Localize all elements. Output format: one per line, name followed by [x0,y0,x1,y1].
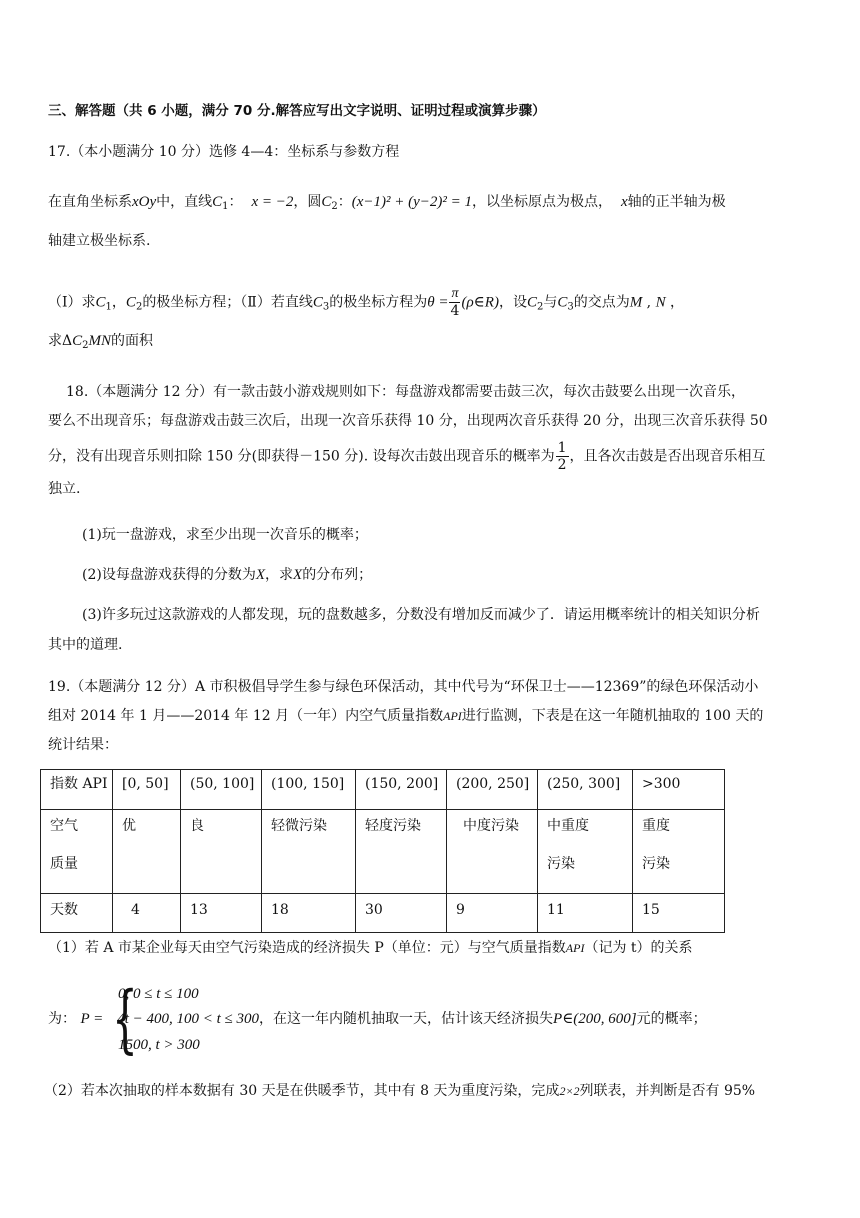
table-cell: 轻微污染 [262,810,356,894]
table-row [41,894,725,933]
table-cell: 优 [113,810,181,894]
q18-part-2: (2)设每盘游戏获得的分数为X，求X的分布列； [82,567,373,583]
table-cell: 指数 API [41,770,113,810]
piecewise-case-3: 1500, t > 300 [118,1037,200,1053]
q17-line-3: （Ⅰ）求$C_1$，$C_2$的极坐标方程；（Ⅱ）若直线$C_3$的极坐标方程为θ = $\frac{\pi}{4}$ (ρ∈R)，设$C_2$与$C_3$的交点为M , N ， [48,286,685,319]
table-cell: 中重度 污染 [538,810,633,894]
table-cell: >300 [633,770,725,810]
q19-sub-2: （2）若本次抽取的样本数据有 30 天是在供暖季节，其中有 8 天为重度污染，完成2×2列联表，并判断是否有 95% [44,1083,756,1099]
api-table [40,769,725,933]
q17-line-1: 在直角坐标系xOy中，直线$C_1$： x = −2，圆$C_2$：(x−1)² + (y−2)² = 1，以坐标原点为极点， x轴的正半轴为极 [48,194,726,212]
table-cell: 天数 [41,894,113,933]
table-cell: [0, 50] [113,770,181,810]
q18-line-2: 要么不出现音乐；每盘游戏击鼓三次后，出现一次音乐获得 10 分，出现两次音乐获得 20 分，出现三次音乐获得 50 [48,413,768,429]
section-title: 三、解答题（共 6 小题，满分 70 分.解答应写出文字说明、证明过程或演算步骤） [48,103,546,119]
q19-sub-1: （1）若 A 市某企业每天由空气污染造成的经济损失 P（单位：元）与空气质量指数API（记为 t）的关系 [48,940,693,956]
table-cell: 11 [538,894,633,933]
circle-equation: (x−1)² + (y−2)² = 1 [351,194,473,210]
table-cell: 15 [633,894,725,933]
table-cell: (250, 300] [538,770,633,810]
q17-line-2: 轴建立极坐标系. [48,233,151,249]
q18-line-4: 独立. [48,481,81,497]
one-half: $\frac{1}{2}$ [557,440,567,473]
table-row [41,770,725,810]
piecewise-case-2: 4t − 400, 100 < t ≤ 300 [117,1011,260,1027]
q18-part-1: (1)玩一盘游戏，求至少出现一次音乐的概率； [82,527,368,543]
table-cell: (200, 250] [447,770,538,810]
table-cell: 18 [262,894,356,933]
table-cell: (150, 200] [356,770,447,810]
q17-line-4: 求$\Delta C_2MN$的面积 [48,333,154,351]
q19-line-1: 19.（本题满分 12 分）A 市积极倡导学生参与绿色环保活动，其中代号为“环保卫士——12369”的绿色环保活动小 [48,679,759,695]
q19-sub-1-formula: 为： P = 4t − 400, 100 < t ≤ 300，在这一年内随机抽取一天，估计该天经济损失P∈(200, 600]元的概率； [48,1011,707,1027]
q19-line-2: 组对 2014 年 1 月——2014 年 12 月（一年）内空气质量指数API进行监测，下表是在这一年随机抽取的 100 天的 [48,708,764,724]
table-cell: (50, 100] [181,770,262,810]
table-row [41,810,725,894]
line-equation: x = −2 [251,194,294,210]
piecewise-case-1: 0, 0 ≤ t ≤ 100 [118,986,199,1002]
q18-part-3-cont: 其中的道理. [48,637,123,653]
q18-line-3: 分，没有出现音乐则扣除 150 分(即获得－150 分). 设每次击鼓出现音乐的概率为 $\frac{1}{2}$ ，且各次击鼓是否出现音乐相互 [48,440,766,473]
table-cell: 13 [181,894,262,933]
q17-header: 17.（本小题满分 10 分）选修 4—4：坐标系与参数方程 [48,144,400,160]
piecewise-brace: { [112,976,138,1062]
table-cell: 空气 质量 [41,810,113,894]
pi-over-four: $\frac{\pi}{4}$ [450,286,460,319]
table-cell: 4 [113,894,181,933]
table-cell: 良 [181,810,262,894]
table-cell: (100, 150] [262,770,356,810]
table-cell: 轻度污染 [356,810,447,894]
table-cell: 中度污染 [447,810,538,894]
q18-line-1: 18.（本题满分 12 分）有一款击鼓小游戏规则如下：每盘游戏都需要击鼓三次，每次击鼓要么出现一次音乐， [66,384,745,400]
table-cell: 9 [447,894,538,933]
q19-line-3: 统计结果： [48,737,118,753]
table-cell: 30 [356,894,447,933]
q18-part-3: (3)许多玩过这款游戏的人都发现，玩的盘数越多，分数没有增加反而减少了．请运用概率统计的相关知识分析 [82,607,760,623]
table-cell: 重度 污染 [633,810,725,894]
